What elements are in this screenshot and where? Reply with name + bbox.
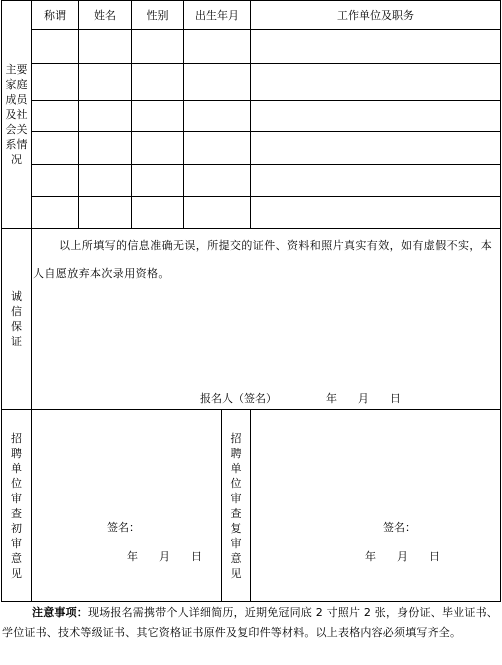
cell-title[interactable]	[32, 197, 79, 229]
cell-work-unit[interactable]	[251, 197, 501, 229]
cell-birth[interactable]	[184, 132, 251, 165]
family-row	[2, 64, 501, 101]
cell-gender[interactable]	[132, 165, 184, 197]
header-title: 称谓	[32, 1, 79, 30]
family-row	[2, 132, 501, 165]
cell-work-unit[interactable]	[251, 101, 501, 132]
notice-text: 现场报名需携带个人详细简历，近期免冠同底 2 寸照片 2 张，身份证、毕业证书、学位证书、技术等级证书、其它资格证书原件及复印件等材料。以上表格内容必须填写齐全。	[2, 606, 498, 639]
cell-birth[interactable]	[184, 101, 251, 132]
initial-review-label: 招 聘 单 位 审 查 初 审 意 见	[2, 410, 32, 602]
cell-gender[interactable]	[132, 101, 184, 132]
cell-gender[interactable]	[132, 64, 184, 101]
cell-title[interactable]	[32, 30, 79, 64]
family-side-label: 主要 家庭 成员 及社 会关 系情 况	[2, 1, 32, 229]
header-work-unit: 工作单位及职务	[251, 1, 501, 30]
family-row	[2, 101, 501, 132]
cell-work-unit[interactable]	[251, 165, 501, 197]
review-row	[2, 410, 501, 602]
cell-birth[interactable]	[184, 64, 251, 101]
cell-name[interactable]	[79, 64, 132, 101]
registration-form-table	[1, 0, 501, 602]
applicant-signature-line: 报名人（签名） 年 月 日	[200, 392, 401, 405]
header-name: 姓名	[79, 1, 132, 30]
cell-name[interactable]	[79, 30, 132, 64]
recheck-review-label: 招 聘 单 位 审 查 复 审 意 见	[222, 410, 251, 602]
cell-birth[interactable]	[184, 165, 251, 197]
pledge-statement-cell[interactable]	[32, 229, 501, 410]
initial-review-date: 年 月 日	[127, 550, 202, 563]
pledge-statement: 以上所填写的信息准确无误，所提交的证件、资料和照片真实有效，如有虚假不实，本人自愿放弃本次录用资格。	[33, 239, 493, 280]
cell-work-unit[interactable]	[251, 64, 501, 101]
cell-title[interactable]	[32, 64, 79, 101]
family-header-row	[2, 1, 501, 30]
cell-name[interactable]	[79, 101, 132, 132]
cell-title[interactable]	[32, 165, 79, 197]
recheck-review-sign-label: 签名：	[383, 521, 416, 534]
pledge-side-label: 诚 信 保 证	[2, 229, 32, 410]
notice-paragraph	[2, 603, 500, 643]
cell-name[interactable]	[79, 197, 132, 229]
cell-title[interactable]	[32, 101, 79, 132]
cell-birth[interactable]	[184, 30, 251, 64]
family-row	[2, 197, 501, 229]
cell-gender[interactable]	[132, 197, 184, 229]
cell-name[interactable]	[79, 132, 132, 165]
header-gender: 性别	[132, 1, 184, 30]
initial-review-sign-label: 签名：	[107, 521, 140, 534]
initial-review-opinion-cell[interactable]	[32, 410, 222, 602]
family-row	[2, 30, 501, 64]
cell-birth[interactable]	[184, 197, 251, 229]
cell-work-unit[interactable]	[251, 132, 501, 165]
cell-name[interactable]	[79, 165, 132, 197]
recheck-review-date: 年 月 日	[365, 550, 440, 563]
header-birth: 出生年月	[184, 1, 251, 30]
recheck-review-opinion-cell[interactable]	[251, 410, 501, 602]
cell-title[interactable]	[32, 132, 79, 165]
cell-gender[interactable]	[132, 30, 184, 64]
notice-title: 注意事项：	[32, 606, 88, 619]
family-row	[2, 165, 501, 197]
cell-work-unit[interactable]	[251, 30, 501, 64]
cell-gender[interactable]	[132, 132, 184, 165]
pledge-row	[2, 229, 501, 410]
